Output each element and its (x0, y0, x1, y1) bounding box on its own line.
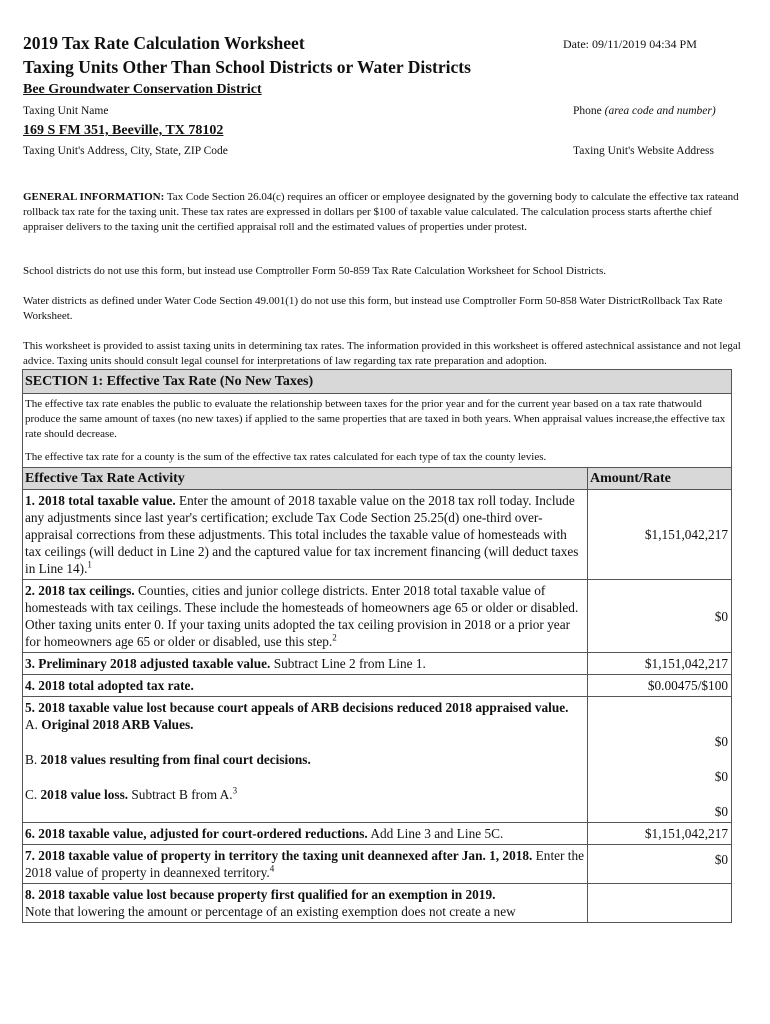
phone-label: Phone (area code and number) (573, 105, 716, 117)
table-row (23, 675, 732, 697)
line5a-amount: $0 (714, 734, 728, 749)
line5c-amount: $0 (714, 804, 728, 819)
line5-desc: 5. 2018 taxable value lost because court appeals of ARB decisions reduced 2018 appraised value. A. Original 2018 ARB Values. B. 2018 values resulting from final court decisions. C. 2018 value loss. Subtract B from A.$^3$ (23, 697, 588, 823)
section1-desc2: The effective tax rate for a county is the sum of the effective tax rates calculated for each type of tax the county levies. (25, 451, 547, 463)
line1-amount: $1,151,042,217 (588, 490, 732, 580)
line4-desc: 4. 2018 total adopted tax rate. (23, 675, 588, 697)
table-row (23, 653, 732, 675)
line3-amount: $1,151,042,217 (588, 653, 732, 675)
phone-label-note: (area code and number) (604, 105, 716, 117)
col-activity-header: Effective Tax Rate Activity (23, 468, 588, 490)
line5-amounts (588, 697, 732, 823)
section1-description (23, 394, 732, 468)
line6-desc: 6. 2018 taxable value, adjusted for court-ordered reductions. Add Line 3 and Line 5C. (23, 823, 588, 845)
assistance-note: This worksheet is provided to assist taxing units in determining tax rates. The information provided in this worksheet is offered astechnical assistance and not legal advice. Taxing units should consult legal counsel for interpretations of law regarding tax rate preparation and adoption. (23, 340, 741, 367)
school-districts-note: School districts do not use this form, but instead use Comptroller Form 50-859 Tax Rate Calculation Worksheet for School Districts. (23, 265, 607, 277)
table-row (23, 845, 732, 884)
table-row (23, 884, 732, 923)
form-date: Date: 09/11/2019 04:34 PM (563, 37, 697, 51)
line8-amount (588, 884, 732, 923)
table-row (23, 580, 732, 653)
line2-desc: 2. 2018 tax ceilings. Counties, cities and junior college districts. Enter 2018 total taxable value of homesteads with tax ceilings. These include the homesteads of homeowners age 65 or older or disabled. Other taxing units enter 0. If your taxing units adopted the tax ceiling provision in 2018 or a prior year for homeowners age 65 or older or disabled, use this step.$^2$ (23, 580, 588, 653)
table-row (23, 697, 732, 823)
line7-amount: $0 (588, 845, 732, 884)
general-info-lead: GENERAL INFORMATION: (23, 191, 165, 203)
taxing-unit-name: Bee Groundwater Conservation District (23, 82, 262, 97)
section1-title: SECTION 1: Effective Tax Rate (No New Taxes) (23, 370, 732, 394)
section1-table (22, 369, 732, 923)
table-row (23, 823, 732, 845)
general-information (23, 190, 743, 235)
taxing-unit-name-label: Taxing Unit Name (23, 105, 109, 117)
form-subtitle: Taxing Units Other Than School Districts or Water Districts (23, 57, 471, 77)
line4-amount: $0.00475/$100 (588, 675, 732, 697)
line5b-amount: $0 (714, 769, 728, 784)
line6-amount: $1,151,042,217 (588, 823, 732, 845)
line3-desc: 3. Preliminary 2018 adjusted taxable value. Subtract Line 2 from Line 1. (23, 653, 588, 675)
website-label: Taxing Unit's Website Address (573, 145, 714, 157)
taxing-unit-address: 169 S FM 351, Beeville, TX 78102 (23, 123, 224, 138)
line2-amount: $0 (588, 580, 732, 653)
col-amount-header: Amount/Rate (588, 468, 732, 490)
line8-desc: 8. 2018 taxable value lost because property first qualified for an exemption in 2019. Note that lowering the amount or percentage of an existing exemption does not create a new (23, 884, 588, 923)
form-title: 2019 Tax Rate Calculation Worksheet (23, 33, 305, 53)
line7-desc: 7. 2018 taxable value of property in territory the taxing unit deannexed after Jan. 1, 2018. Enter the 2018 value of property in deannexed territory.$^4$ (23, 845, 588, 884)
table-row (23, 490, 732, 580)
line1-desc: 1. 2018 total taxable value. Enter the amount of 2018 taxable value on the 2018 tax roll today. Include any adjustments since last year's certification; exclude Tax Code Section 25.25(d) one-third over-appraisal corrections from these adjustments. This total includes the taxable value of homesteads with tax ceilings (will deduct in Line 2) and the captured value for tax increment financing (will deduct taxes in Line 14).$^1$ (23, 490, 588, 580)
section1-desc1: The effective tax rate enables the public to evaluate the relationship between taxes for the prior year and for the current year based on a tax rate thatwould produce the same amount of taxes (no new taxes) if applied to the same properties that are taxed in both years. When appraisal values increase,the effective tax rate should decrease. (25, 398, 726, 440)
general-info-text: Tax Code Section 26.04(c) requires an officer or employee designated by the governing body to calculate the effective tax rateand rollback tax rate for the taxing unit. These tax rates are expressed in dollars per $100 of taxable value calculated. The calculation process starts afterthe chief appraiser delivers to the taxing unit the certified appraisal roll and the estimated values of properties under protest. (23, 191, 739, 233)
address-label: Taxing Unit's Address, City, State, ZIP Code (23, 145, 228, 157)
water-districts-note: Water districts as defined under Water Code Section 49.001(1) do not use this form, but instead use Comptroller Form 50-858 Water DistrictRollback Tax Rate Worksheet. (23, 295, 723, 322)
